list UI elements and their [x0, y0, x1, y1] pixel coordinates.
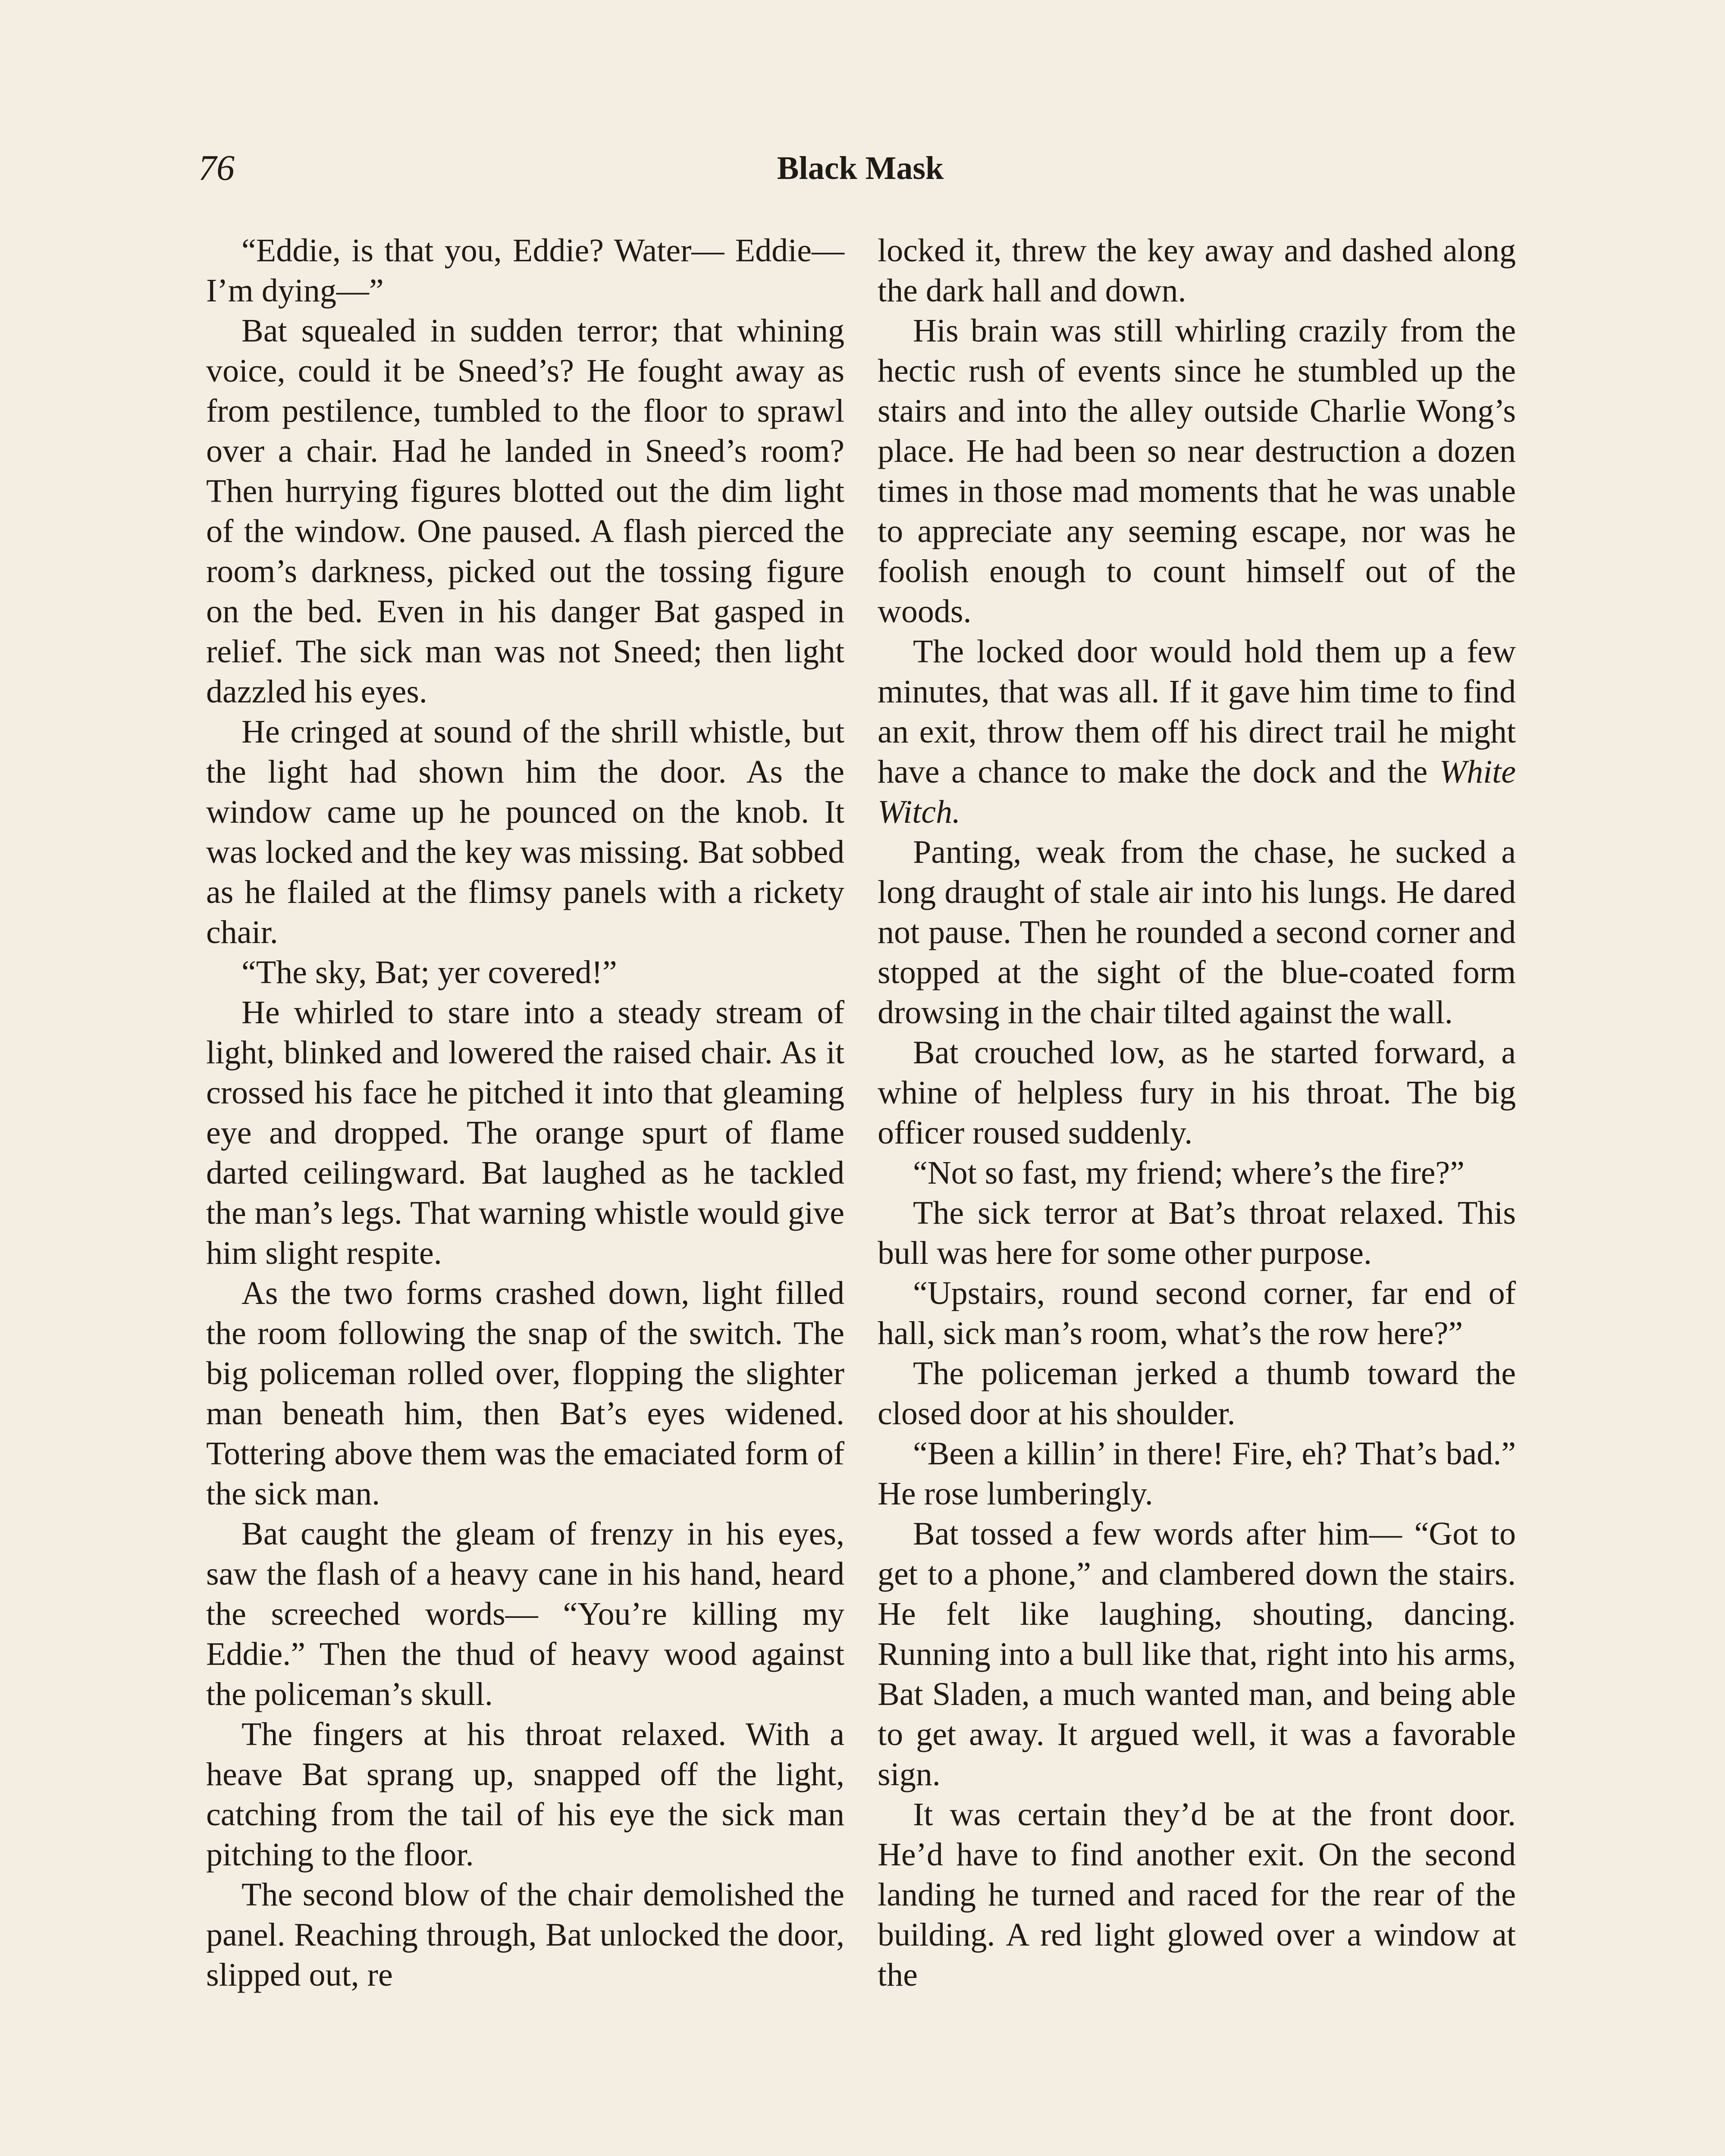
paragraph: Bat crouched low, as he started forward, a whine of helpless fury in his throat. The big officer roused suddenly. [878, 1034, 1516, 1151]
left-column [206, 231, 844, 1995]
right-column [878, 231, 1516, 1995]
page-number: 76 [198, 148, 235, 188]
paragraph: As the two forms crashed down, light filled the room following the snap of the switch. The big policeman rolled over, flopping the slighter man beneath him, then Bat’s eyes widened. Tottering above them was the emaciated form of the sick man. [206, 1275, 844, 1512]
paragraph: “Been a killin’ in there! Fire, eh? That’s bad.” He rose lumberingly. [878, 1435, 1516, 1512]
paragraph: “Not so fast, my friend; where’s the fire?” [913, 1155, 1465, 1191]
paragraph: He cringed at sound of the shrill whistle, but the light had shown him the door. As the window came up he pounced on the knob. It was locked and the key was missing. Bat sobbed as he flailed at the flimsy panels with a rickety chair. [206, 714, 844, 950]
paragraph: His brain was still whirling crazily from the hectic rush of events since he stumbled up the stairs and into the alley outside Charlie Wong’s place. He had been so near destruction a dozen times in those mad moments that he was unable to appreciate any seeming escape, nor was he foolish enough to count himself out of the woods. [878, 313, 1516, 630]
paragraph: Bat squealed in sudden terror; that whining voice, could it be Sneed’s? He fought away as from pestilence, tumbled to the floor to sprawl over a chair. Had he landed in Sneed’s room? Then hurrying figures blotted out the dim light of the window. One paused. A flash pierced the room’s darkness, picked out the tossing figure on the bed. Even in his danger Bat gasped in relief. The sick man was not Sneed; then light dazzled his eyes. [206, 313, 844, 710]
paragraph: “Eddie, is that you, Eddie? Water— Eddie—I’m dying—” [206, 232, 844, 309]
paragraph-text: The locked door would hold them up a few minutes, that was all. If it gave him time to find an exit, throw them off his direct trail he might have a chance to make the dock and the [878, 633, 1516, 790]
page-header [198, 142, 1522, 194]
running-title: Black Mask [777, 150, 944, 186]
paragraph-white-witch [878, 632, 1516, 832]
paragraph: The second blow of the chair demolished the panel. Reaching through, Bat unlocked the door, slipped out, re [206, 1877, 844, 1993]
paragraph: Bat tossed a few words after him— “Got to get to a phone,” and clambered down the stairs. He felt like laughing, shouting, dancing. Running into a bull like that, right into his arms, Bat Sladen, a much wanted man, and being able to get away. It argued well, it was a favorable sign. [878, 1516, 1516, 1792]
paragraph: It was certain they’d be at the front door. He’d have to find another exit. On the second landing he turned and raced for the rear of the building. A red light glowed over a window at the [878, 1796, 1516, 1993]
continuation-paragraph: locked it, threw the key away and dashed along the dark hall and down. [878, 232, 1516, 309]
paragraph: The fingers at his throat relaxed. With a heave Bat sprang up, snapped off the light, catching from the tail of his eye the sick man pitching to the floor. [206, 1716, 844, 1873]
paragraph: “The sky, Bat; yer covered!” [242, 954, 617, 990]
paragraph: “Upstairs, round second corner, far end of hall, sick man’s room, what’s the row here?” [878, 1275, 1516, 1351]
ship-name: White Witch. [878, 754, 1516, 830]
paragraph: Bat caught the gleam of frenzy in his eyes, saw the flash of a heavy cane in his hand, heard the screeched words— “You’re killing my Eddie.” Then the thud of heavy wood against the policeman’s skull. [206, 1516, 844, 1712]
paragraph: He whirled to stare into a steady stream of light, blinked and lowered the raised chair. As it crossed his face he pitched it into that gleaming eye and dropped. The orange spurt of flame darted ceilingward. Bat laughed as he tackled the man’s legs. That warning whistle would give him slight respite. [206, 994, 844, 1271]
paragraph: The policeman jerked a thumb toward the closed door at his shoulder. [878, 1355, 1516, 1432]
paragraph: Panting, weak from the chase, he sucked a long draught of stale air into his lungs. He dared not pause. Then he rounded a second corner and stopped at the sight of the blue-coated form drowsing in the chair tilted against the wall. [878, 834, 1516, 1031]
paragraph: The sick terror at Bat’s throat relaxed. This bull was here for some other purpose. [878, 1195, 1516, 1271]
